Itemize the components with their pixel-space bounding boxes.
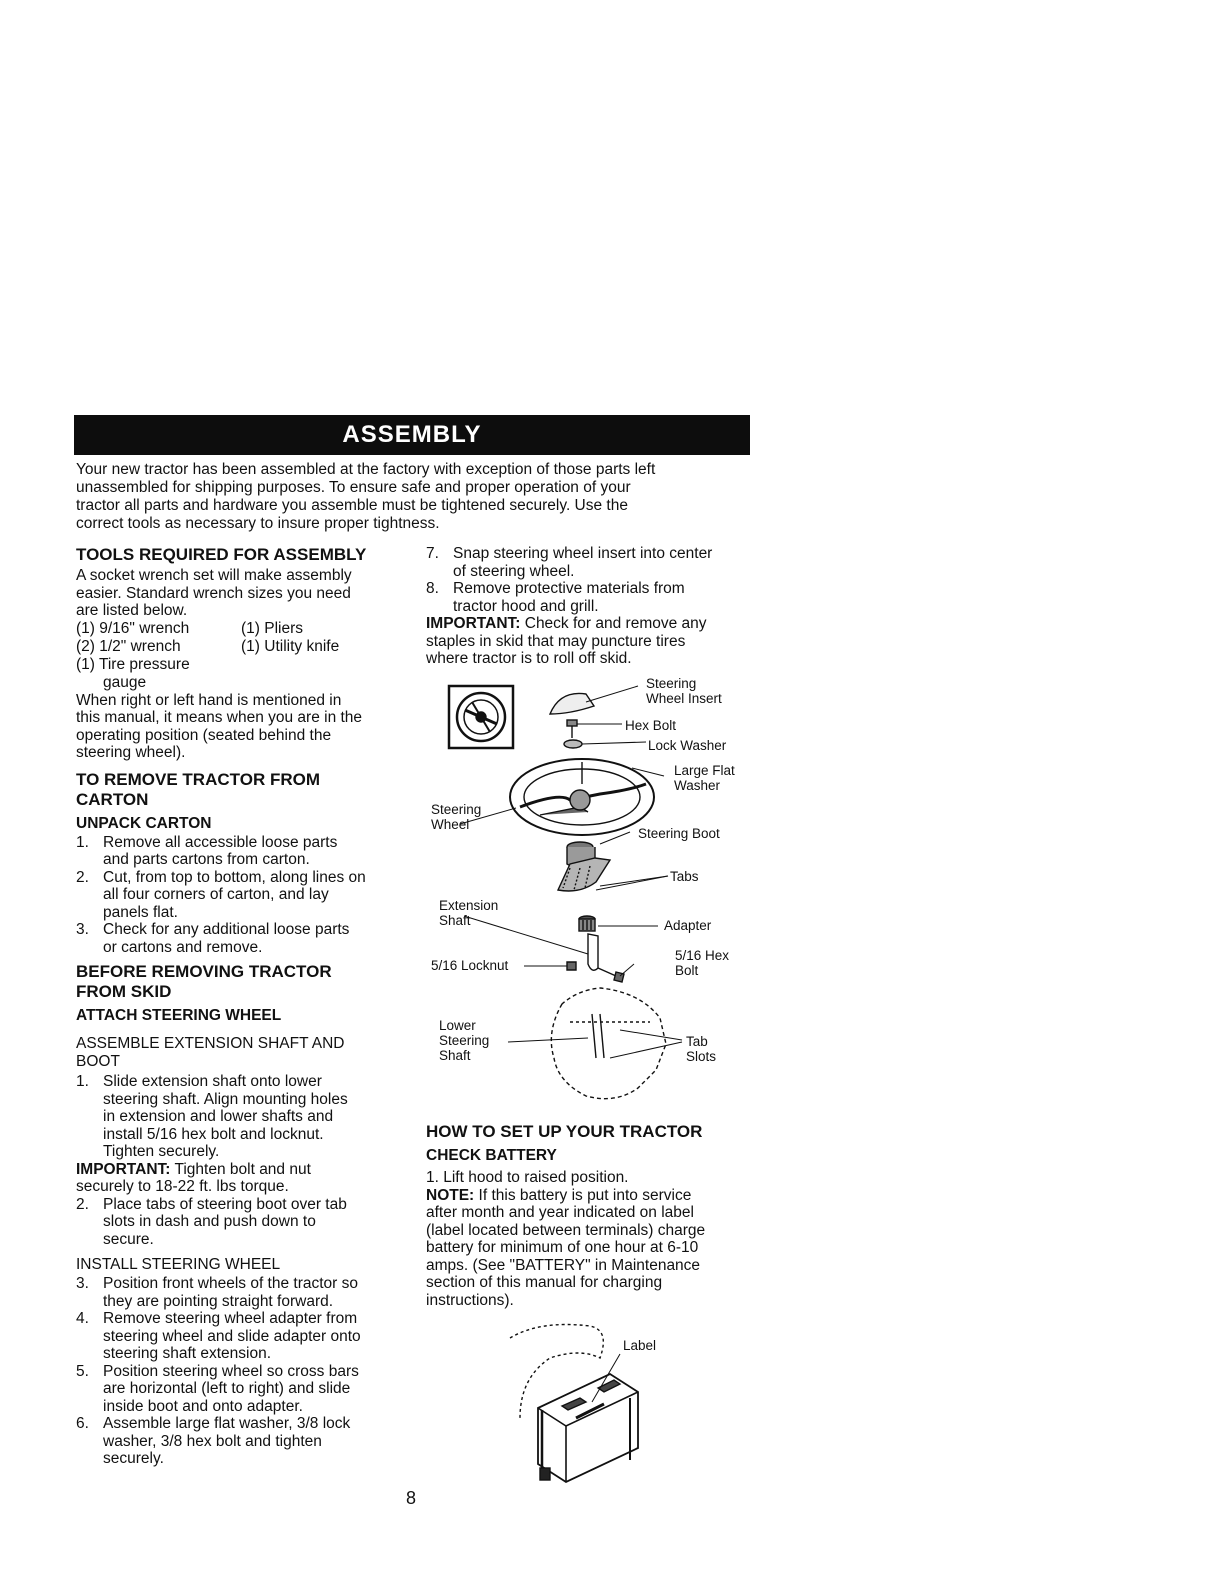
tools-paragraph: A socket wrench set will make assembly easier. Standard wrench sizes you need are listed below. xyxy=(76,567,352,619)
list-item: 5. Position steering wheel so cross bars are horizontal (left to right) and slide inside boot and onto adapter. xyxy=(76,1362,359,1415)
important-note-torque: IMPORTANT: Tighten bolt and nut securely to 18-22 ft. lbs torque. xyxy=(76,1160,311,1195)
list-item: 2. Cut, from top to bottom, along lines on all four corners of carton, and lay panels flat. xyxy=(76,868,366,921)
steering-boot-part xyxy=(558,842,610,891)
check-battery-subheading: CHECK BATTERY xyxy=(426,1147,557,1164)
hex-bolt-part xyxy=(567,720,577,738)
list-item: 8. Remove protective materials from tractor hood and grill. xyxy=(426,580,685,615)
tools-heading: TOOLS REQUIRED FOR ASSEMBLY xyxy=(76,545,367,564)
list-item: 7. Snap steering wheel insert into center of steering wheel. xyxy=(426,545,713,580)
steering-wheel-icon xyxy=(457,693,505,741)
list-item: 6. Assemble large flat washer, 3/8 lock washer, 3/8 hex bolt and tighten securely. xyxy=(76,1415,351,1467)
label-extension-shaft: Extension Shaft xyxy=(439,898,499,928)
label-steering-wheel: Steering Wheel xyxy=(431,802,482,832)
label-hex-bolt-516: 5/16 Hex Bolt xyxy=(675,948,730,978)
setup-step-1: 1. Lift hood to raised position. xyxy=(426,1169,629,1186)
right-column xyxy=(426,545,756,668)
wheel-insert-part xyxy=(550,693,594,714)
left-column xyxy=(76,541,406,1468)
list-item: 3. Position front wheels of the tractor so they are pointing straight forward. xyxy=(76,1275,359,1310)
dash-outline xyxy=(551,988,666,1099)
setup-section xyxy=(426,1118,756,1309)
label-steering-boot: Steering Boot xyxy=(638,826,720,841)
lower-shaft-part xyxy=(592,1014,596,1058)
label-tabs: Tabs xyxy=(670,869,699,884)
intro-paragraph: Your new tractor has been assembled at the factory with exception of those parts left unassembled for shipping purposes. To ensure safe and proper operation of your tractor all parts and hardware you assemble must be tightened securely. Use the correct tools as necessary to insure proper tightness. xyxy=(76,461,656,532)
locknut-part xyxy=(567,962,576,970)
attach-steering-subheading: ATTACH STEERING WHEEL xyxy=(76,1007,282,1024)
extension-shaft-part xyxy=(588,934,598,970)
list-item: 2. Place tabs of steering boot over tab slots in dash and push down to secure. xyxy=(76,1195,347,1248)
hex-bolt-516-part xyxy=(598,968,624,982)
list-item: 3. Check for any additional loose parts or cartons and remove. xyxy=(76,921,350,956)
label-lower-steering-shaft: Lower Steering Shaft xyxy=(439,1018,490,1063)
lock-washer-part xyxy=(564,740,582,748)
remove-heading: TO REMOVE TRACTOR FROM CARTON xyxy=(76,769,320,809)
list-item: 1. Remove all accessible loose parts and parts cartons from carton. xyxy=(76,833,338,868)
unpack-subheading: UNPACK CARTON xyxy=(76,814,212,832)
label-tab-slots: Tab Slots xyxy=(686,1034,717,1064)
skid-heading: BEFORE REMOVING TRACTOR FROM SKID xyxy=(76,962,332,1001)
label-lock-washer: Lock Washer xyxy=(648,738,727,753)
label-steering-wheel-insert: Steering Wheel Insert xyxy=(646,676,722,706)
tools-list: (1) 9/16" wrench (2) 1/2" wrench (1) Tire pressure gauge (1) Pliers (1) Utility knife xyxy=(76,619,340,691)
label-locknut: 5/16 Locknut xyxy=(431,958,509,973)
assemble-extension-subheading: ASSEMBLE EXTENSION SHAFT AND BOOT xyxy=(76,1035,345,1070)
section-banner: ASSEMBLY xyxy=(74,415,750,455)
adapter-part xyxy=(579,916,595,931)
battery-icon xyxy=(538,1374,638,1482)
hand-note: When right or left hand is mentioned in this manual, it means when you are in the operating position (seated behind the steering wheel). xyxy=(76,691,363,761)
steering-wheel-part xyxy=(510,759,654,835)
list-item: 1. Slide extension shaft onto lower steering shaft. Align mounting holes in extension and lower shafts and install 5/16 hex bolt and locknut. Tighten securely. xyxy=(76,1073,348,1160)
battery-note: NOTE: If this battery is put into service after month and year indicated on label (label located between terminals) charge battery for minimum of one hour at 6-10 amps. (See "BATTERY" in Maintenance section of this manual for charging instructions). xyxy=(426,1186,706,1309)
install-steering-subheading: INSTALL STEERING WHEEL xyxy=(76,1256,281,1273)
label-battery: Label xyxy=(623,1338,657,1353)
label-large-flat-washer: Large Flat Washer xyxy=(674,763,735,793)
label-hex-bolt: Hex Bolt xyxy=(625,718,677,733)
setup-heading: HOW TO SET UP YOUR TRACTOR xyxy=(426,1122,703,1141)
label-adapter: Adapter xyxy=(664,918,712,933)
page-number: 8 xyxy=(406,1488,417,1508)
list-item: 4. Remove steering wheel adapter from steering wheel and slide adapter onto steering shaft extension. xyxy=(76,1310,361,1362)
important-note-staples: IMPORTANT: Check for and remove any staples in skid that may puncture tires where tractor is to roll off skid. xyxy=(426,615,707,667)
